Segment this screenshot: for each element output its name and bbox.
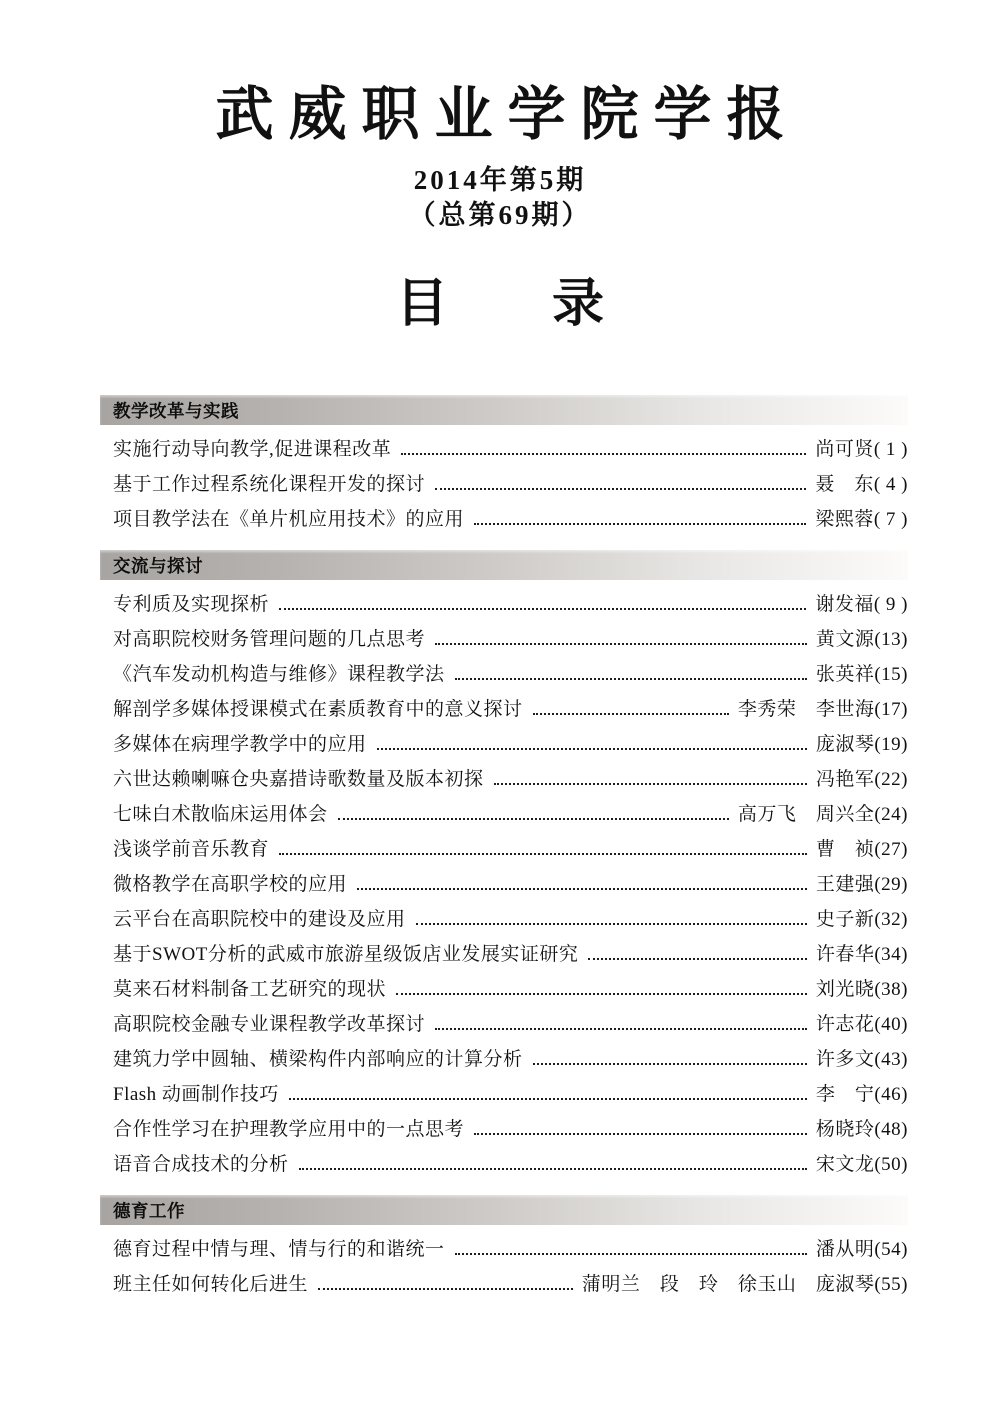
toc-item-title: 德育过程中情与理、情与行的和谐统一 [113,1239,445,1261]
toc-item-row [100,467,908,502]
section-header [100,1195,908,1225]
dot-leader [474,502,806,537]
toc-item-ref [815,440,908,459]
toc-item-page: (43) [874,1049,908,1071]
toc-item-page: (29) [874,874,908,896]
toc-item-page: (32) [874,909,908,931]
dot-leader [435,622,807,657]
masthead [0,0,1000,231]
dot-leader [279,832,807,867]
toc-item-authors: 杨晓玲 [815,1119,875,1141]
toc-item-authors: 谢发福 [815,594,874,616]
toc-item-ref [816,1155,908,1174]
toc-item-ref [816,1085,908,1104]
issue-number: 2014年第5期 [413,164,587,195]
toc-item-authors: 冯艳军 [815,769,875,791]
toc-sections [100,395,908,1302]
toc-section [100,395,908,537]
toc-item-ref [582,1275,908,1294]
toc-item-ref [816,910,908,929]
dot-leader [377,727,807,762]
section-items [100,587,908,1182]
toc-item-row [100,1007,908,1042]
toc-item-row [100,1077,908,1112]
dot-leader [289,1077,807,1112]
toc-item-page: (46) [874,1084,908,1106]
toc-item-row [100,832,908,867]
dot-leader [416,902,807,937]
toc-item-row [100,1112,908,1147]
dot-leader [435,1007,807,1042]
dot-leader [396,972,807,1007]
toc-item-title: 微格教学在高职学校的应用 [113,874,348,896]
section-items [100,432,908,537]
toc-item-page: ( 7 ) [873,509,908,531]
issue-total-number: （总第69期） [408,199,592,230]
toc-item-authors: 潘从明 [815,1239,875,1261]
toc-item-row [100,622,908,657]
dot-leader [455,1232,807,1267]
toc-item-title: 《汽车发动机构造与维修》课程教学法 [113,664,445,686]
toc-item-authors: 蒲明兰 段 玲 徐玉山 庞淑琴 [581,1274,875,1296]
toc-section [100,1195,908,1302]
toc-item-title: 多媒体在病理学教学中的应用 [113,734,367,756]
toc-item-ref [816,665,908,684]
section-items [100,1232,908,1302]
toc-item-authors: 许春华 [815,944,875,966]
section-header-label: 交流与探讨 [113,555,203,576]
toc-item-row [100,657,908,692]
toc-item-authors: 尚可贤 [815,439,874,461]
toc-item-authors: 许志花 [815,1014,875,1036]
dot-leader [401,432,806,467]
toc-item-authors: 高万飞 周兴全 [737,804,875,826]
toc-item-authors: 宋文龙 [815,1154,875,1176]
toc-item-page: (27) [874,839,908,861]
toc-item-authors: 李 宁 [815,1084,875,1106]
toc-item-page: ( 1 ) [873,439,908,461]
toc-item-row [100,502,908,537]
toc-item-row [100,762,908,797]
toc-item-row [100,1042,908,1077]
toc-item-title: 莫来石材料制备工艺研究的现状 [113,979,387,1001]
dot-leader [318,1267,573,1302]
dot-leader [494,762,807,797]
toc-item-ref [815,510,908,529]
toc-item-authors: 聂 东 [815,474,874,496]
toc-item-title: 项目教学法在《单片机应用技术》的应用 [113,509,465,531]
dot-leader [588,937,806,972]
toc-item-page: (40) [874,1014,908,1036]
toc-item-authors: 黄文源 [815,629,875,651]
toc-item-title: 专利质及实现探析 [113,594,270,616]
toc-item-title: 云平台在高职院校中的建设及应用 [113,909,406,931]
toc-item-row [100,692,908,727]
section-header-label: 教学改革与实践 [113,400,239,421]
journal-title: 武威职业学院学报 [215,82,800,147]
toc-item-title: 建筑力学中圆轴、横梁构件内部响应的计算分析 [113,1049,523,1071]
toc-item-row [100,902,908,937]
dot-leader [279,587,806,622]
dot-leader [455,657,807,692]
toc-item-page: ( 4 ) [873,474,908,496]
toc-item-title: 对高职院校财务管理问题的几点思考 [113,629,426,651]
toc-item-title: 基于SWOT分析的武威市旅游星级饭店业发展实证研究 [113,944,579,966]
toc-item-page: (55) [874,1274,908,1296]
toc-item-ref [816,1050,908,1069]
toc-item-ref [816,1015,908,1034]
toc-item-ref [816,945,908,964]
toc-item-ref [816,875,908,894]
toc-item-ref [815,475,908,494]
toc-item-row [100,1232,908,1267]
toc-item-authors: 李秀荣 李世海 [737,699,875,721]
toc-item-authors: 许多文 [815,1049,875,1071]
toc-heading: 目 录 [395,276,604,334]
toc-item-authors: 梁熙蓉 [815,509,874,531]
toc-item-authors: 史子新 [815,909,875,931]
toc-item-row [100,797,908,832]
toc-item-page: (50) [874,1154,908,1176]
toc-item-page: (48) [874,1119,908,1141]
toc-item-page: (22) [874,769,908,791]
toc-item-title: 语音合成技术的分析 [113,1154,289,1176]
toc-item-ref [738,700,908,719]
toc-item-title: 实施行动导向教学,促进课程改革 [113,439,392,461]
toc-item-ref [816,980,908,999]
dot-leader [299,1147,807,1182]
toc-item-page: (17) [874,699,908,721]
toc-item-page: (54) [874,1239,908,1261]
toc-item-row [100,867,908,902]
toc-item-ref [816,1240,908,1259]
toc-item-row [100,1147,908,1182]
toc-item-ref [815,595,908,614]
toc-item-ref [816,770,908,789]
section-header [100,395,908,425]
toc-item-title: 六世达赖喇嘛仓央嘉措诗歌数量及版本初探 [113,769,484,791]
dot-leader [533,692,729,727]
toc-item-ref [738,805,908,824]
section-header [100,550,908,580]
toc-item-title: 七味白术散临床运用体会 [113,804,328,826]
toc-item-row [100,937,908,972]
toc-item-title: 班主任如何转化后进生 [113,1274,309,1296]
toc-item-title: 合作性学习在护理教学应用中的一点思考 [113,1119,465,1141]
dot-leader [357,867,807,902]
toc-section [100,550,908,1182]
toc-item-authors: 刘光晓 [815,979,875,1001]
toc-item-page: (13) [874,629,908,651]
toc-item-row [100,432,908,467]
section-header-label: 德育工作 [113,1200,185,1221]
dot-leader [338,797,729,832]
dot-leader [435,467,806,502]
toc-item-page: ( 9 ) [873,594,908,616]
toc-item-title: Flash 动画制作技巧 [113,1084,279,1106]
toc-item-row [100,972,908,1007]
toc-item-ref [816,735,908,754]
toc-item-page: (24) [874,804,908,826]
toc-item-title: 解剖学多媒体授课模式在素质教育中的意义探讨 [113,699,523,721]
toc-item-page: (34) [874,944,908,966]
toc-item-row [100,727,908,762]
toc-item-title: 高职院校金融专业课程教学改革探讨 [113,1014,426,1036]
toc-item-ref [816,840,908,859]
toc-item-ref [816,630,908,649]
toc-item-authors: 庞淑琴 [815,734,875,756]
toc-item-authors: 曹 祯 [815,839,875,861]
toc-item-authors: 王建强 [815,874,875,896]
toc-item-page: (19) [874,734,908,756]
toc-item-title: 基于工作过程系统化课程开发的探讨 [113,474,426,496]
toc-item-ref [816,1120,908,1139]
toc-item-title: 浅谈学前音乐教育 [113,839,270,861]
toc-item-page: (15) [874,664,908,686]
toc-item-page: (38) [874,979,908,1001]
toc-item-row [100,587,908,622]
toc-item-row [100,1267,908,1302]
dot-leader [474,1112,807,1147]
dot-leader [533,1042,807,1077]
toc-item-authors: 张英祥 [815,664,875,686]
